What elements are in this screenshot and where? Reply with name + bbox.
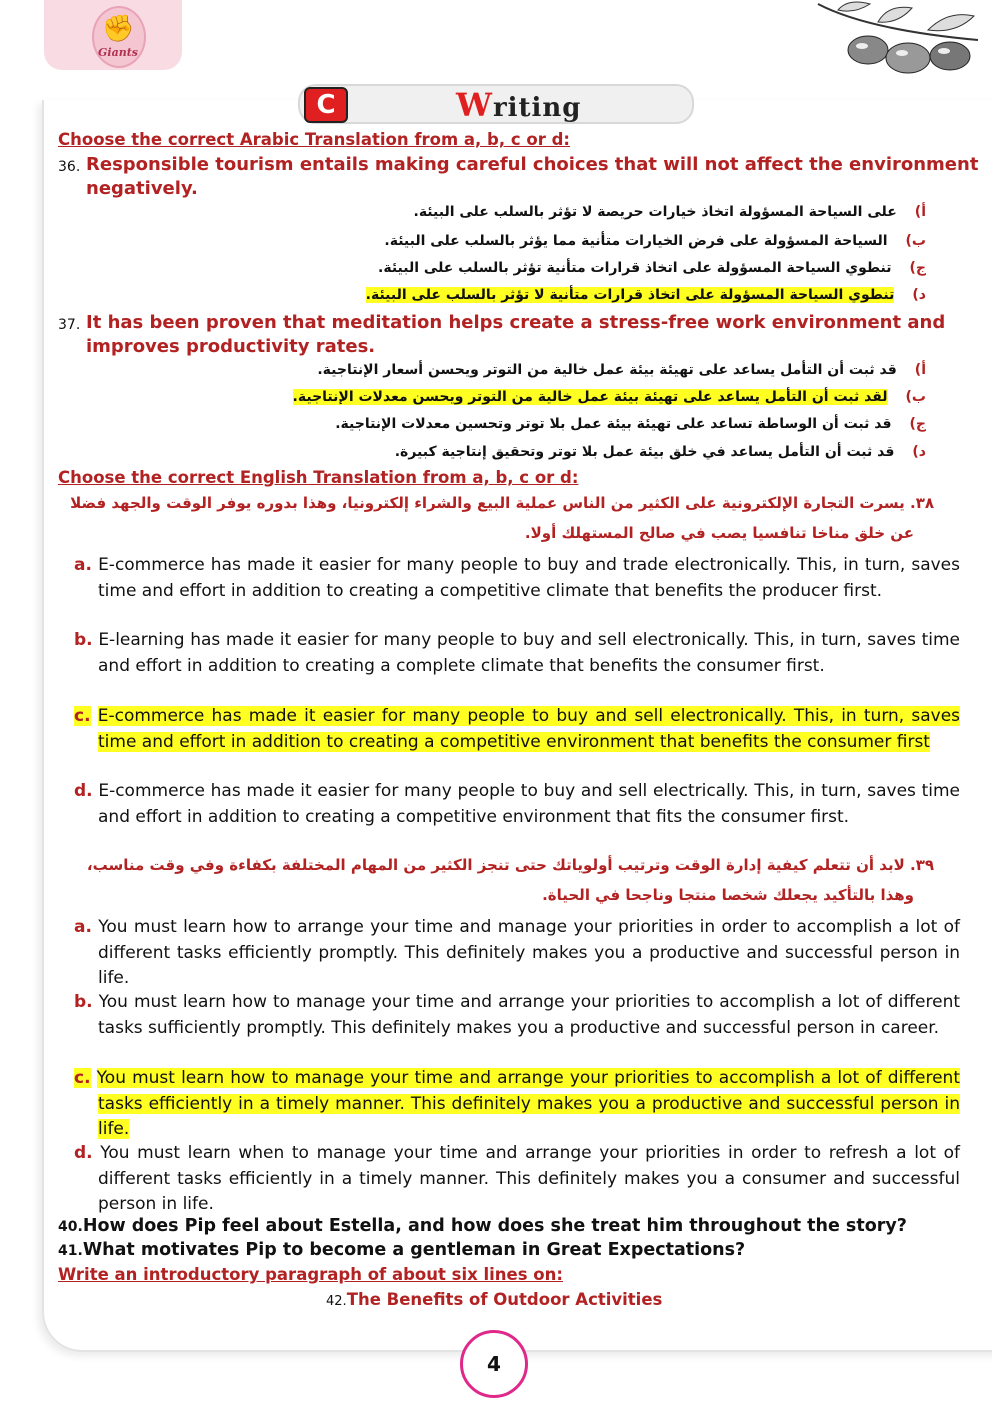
q37-option-a: أ)قد ثبت أن التأمل يساعد على تهيئة بيئة عمل خالية من التوتر ويحسن أسعار الإنتاجية. — [317, 362, 926, 378]
question-42-topic: 42.The Benefits of Outdoor Activities — [326, 1290, 663, 1309]
question-37-number: 37. — [58, 317, 81, 333]
question-36-line1: Responsible tourism entails making careful choices that will not affect the environment — [86, 154, 979, 175]
q38-option-c: c. E-commerce has made it easier for many people to buy and sell electronically. This, in turn, saves time and effort in addition to creating a competitive environment that benefits the consumer first — [74, 706, 961, 752]
q37-option-b: ب)لقد ثبت أن التأمل يساعد على تهيئة بيئة عمل خالية من التوتر ويحسن معدلات الإنتاجية. — [292, 389, 926, 405]
q36-option-c: ج)تنطوي السياحة المسؤولة على اتخاذ قرارات متأنية تؤثر بالسلب على البيئة. — [378, 260, 926, 276]
olive-branch-icon — [808, 0, 984, 80]
q38-option-b: b. E-learning has made it easier for many people to buy and sell electronically. This, in turn, saves time and effort in addition to creating a complete climate that benefits the consumer first. — [74, 630, 961, 676]
section-title: Writing — [456, 86, 582, 124]
q39-option-d: d. You must learn when to manage your time and arrange your priorities in order to refresh a lot of different tasks efficiently in a timely manner. This definitely makes you a consumer and successful person in life. — [74, 1143, 961, 1215]
heading-write-paragraph: Write an introductory paragraph of about six lines on: — [58, 1265, 563, 1284]
logo-text: Giants — [98, 46, 138, 59]
question-37-line2: improves productivity rates. — [86, 336, 376, 357]
section-letter: C — [304, 87, 348, 123]
question-41: 41.What motivates Pip to become a gentleman in Great Expectations? — [58, 1240, 746, 1260]
question-39-line1: ٣٩. لابد أن تتعلم كيفية إدارة الوقت وترتيب أولوياتك حتى تنجز الكثير من المهام المختلفة بكفاءة وفي وقت مناسب، — [86, 856, 934, 874]
heading-arabic-translation: Choose the correct Arabic Translation from a, b, c or d: — [58, 130, 571, 149]
logo — [44, 0, 182, 70]
heading-english-translation: Choose the correct English Translation from a, b, c or d: — [58, 468, 579, 487]
q39-option-c: c. You must learn how to manage your time and arrange your priorities to accomplish a lot of different tasks efficiently in a timely manner. This definitely makes you a productive and successful person in life. — [74, 1068, 961, 1140]
q39-option-a: a. You must learn how to arrange your time and manage your priorities in order to accomplish a lot of different tasks efficiently promptly. This definitely makes you a productive and successful person in life. — [74, 917, 961, 989]
q36-option-d: د)تنطوي السياحة المسؤولة على اتخاذ قرارات متأنية لا تؤثر بالسلب على البيئة. — [365, 287, 926, 303]
question-39-line2: وهذا بالتأكيد يجعلك شخصا منتجا وناجحا في الحياة. — [542, 886, 914, 904]
q39-option-b: b. You must learn how to manage your time and arrange your priorities to accomplish a lot of different tasks sufficiently promptly. This definitely makes you a productive and successful person in career. — [74, 992, 961, 1038]
question-36-line2: negatively. — [86, 178, 198, 199]
q36-option-a: أ)على السياحة المسؤولة اتخاذ خيارات حريصة لا تؤثر بالسلب على البيئة. — [413, 204, 926, 220]
q37-option-c: ج)قد ثبت أن الوساطة تساعد على تهيئة بيئة عمل بلا توتر وتحسين معدلات الإنتاجية. — [335, 416, 926, 432]
q38-option-d: d. E-commerce has made it easier for many people to buy and sell electrically. This, in turn, saves time and effort in addition to creating a competitive environment that fits the consumer first. — [74, 781, 960, 827]
page-number: 4 — [460, 1330, 528, 1398]
question-37-line1: It has been proven that meditation helps create a stress-free work environment and — [86, 312, 946, 333]
question-36-number: 36. — [58, 159, 81, 175]
q36-option-b: ب)السياحة المسؤولة على فرض الخيارات متأنية مما يؤثر بالسلب على البيئة. — [384, 233, 926, 249]
fist-icon: ✊ — [102, 14, 135, 44]
question-38-line2: عن خلق مناخا تنافسيا يصب في صالح المستهلك أولا. — [524, 524, 914, 542]
question-38-line1: ٣٨. يسرت التجارة الإلكترونية على الكثير من الناس عملية البيع والشراء إلكترونيا، وهذا بدوره يوفر الوقت والجهد فضلا — [70, 494, 934, 512]
q37-option-d: د)قد ثبت أن التأمل يساعد في خلق بيئة عمل بلا توتر وتحقيق إنتاجية كبيرة. — [394, 444, 926, 460]
logo-badge — [92, 6, 146, 68]
question-40: 40.How does Pip feel about Estella, and how does she treat him throughout the story? — [58, 1216, 907, 1236]
q38-option-a: a. E-commerce has made it easier for many people to buy and trade electronically. This, in turn, saves time and effort in addition to creating a competitive climate that benefits the producer first. — [74, 555, 960, 601]
